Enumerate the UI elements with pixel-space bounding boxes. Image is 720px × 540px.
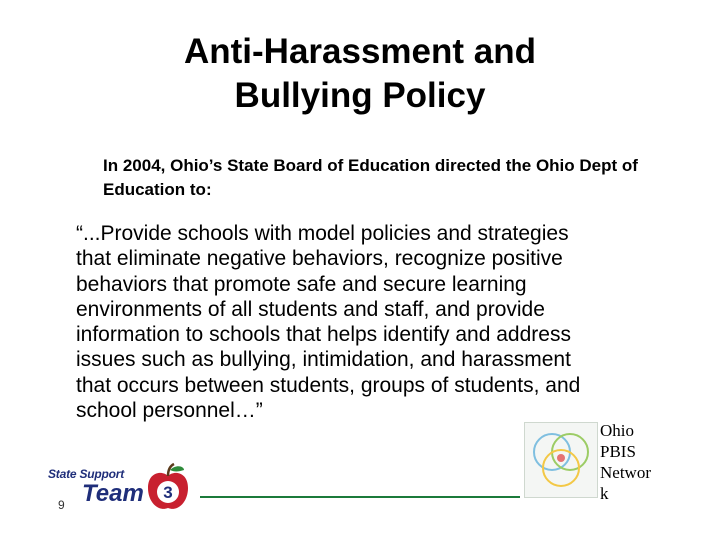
title-line-1: Anti-Harassment and	[183, 32, 537, 71]
pbis-line: k	[600, 484, 609, 503]
quote-line: information to schools that helps identify and address	[76, 323, 571, 347]
footer-divider	[200, 496, 520, 498]
policy-quote	[76, 221, 676, 423]
pbis-line: PBIS	[600, 442, 636, 461]
pbis-line: Ohio	[600, 421, 634, 440]
quote-line: that occurs between students, groups of students, and	[76, 373, 581, 397]
quote-line: behaviors that promote safe and secure learning	[76, 272, 527, 296]
quote-line: school personnel…”	[76, 399, 263, 423]
quote-line: “...Provide schools with model policies and strategies	[76, 222, 569, 245]
slide-number: 9	[58, 498, 65, 512]
logo-text-line-1: State Support	[48, 467, 125, 481]
pbis-line: Networ	[600, 463, 651, 482]
logo-number: 3	[163, 483, 173, 502]
apple-icon	[142, 462, 194, 514]
intro-text: In 2004, Ohio’s State Board of Education directed the Ohio Dept of Education to:	[103, 156, 638, 199]
venn-diagram-icon	[524, 422, 598, 498]
title-line-2: Bullying Policy	[234, 76, 486, 115]
quote-line: issues such as bullying, intimidation, and harassment	[76, 348, 571, 372]
state-support-team-logo	[42, 460, 202, 516]
pbis-network-label	[600, 420, 651, 504]
quote-line: that eliminate negative behaviors, recognize positive	[76, 247, 563, 271]
logo-text-line-2: Team	[82, 480, 144, 507]
slide-title	[0, 30, 720, 118]
quote-line: environments of all students and staff, and provide	[76, 297, 545, 321]
